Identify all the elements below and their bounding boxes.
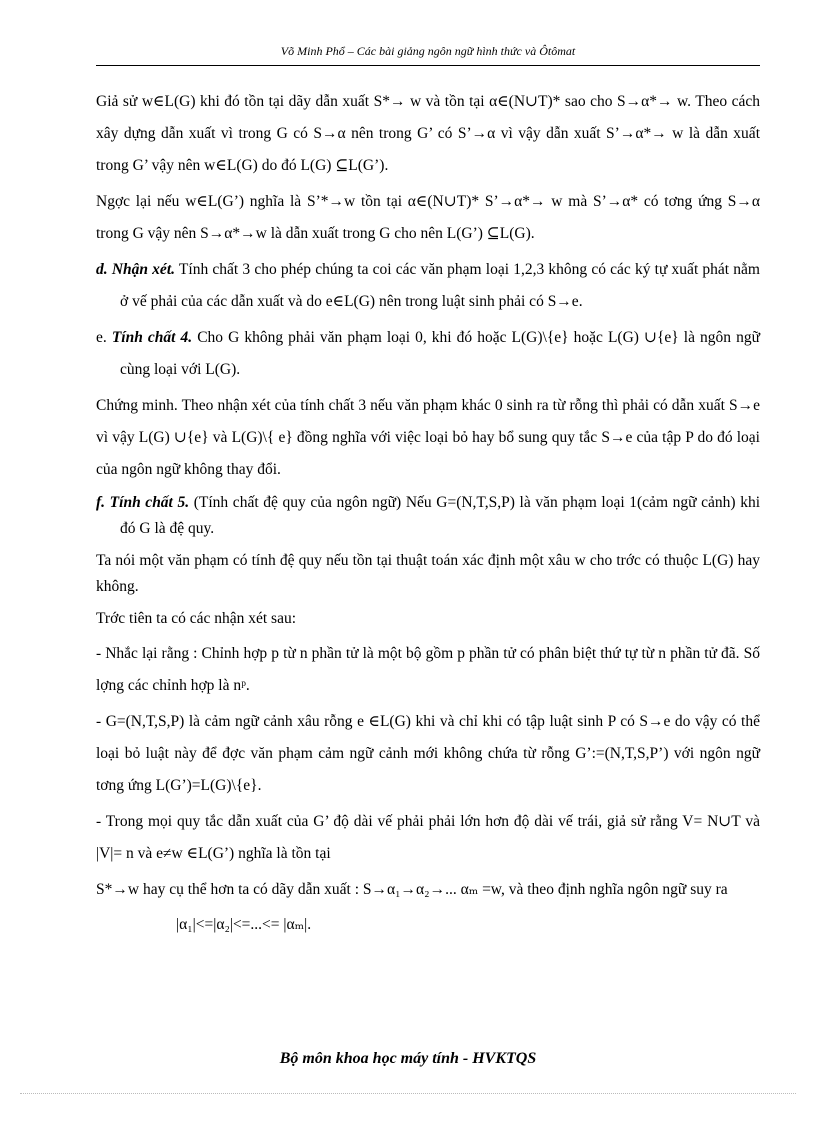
proof-property-4: Chứng minh. Theo nhận xét của tính chất 3 nếu văn phạm khác 0 sinh ra từ rỗng thì phải có dẫn xuất S→e vì vậy L(G) ∪{e} và L(G)\{ e} đồng nghĩa với việc loại bỏ hay bổ sung quy tắc S→e của tập P do đó loại của ngôn ngữ không thay đổi.	[96, 397, 760, 478]
item-f-title: Tính chất 5.	[109, 494, 190, 511]
length-inequality-formula: |α₁|<=|α₂|<=...<= |αₘ|.	[176, 916, 312, 933]
paragraph-proof-part2: Ngợc lại nếu w∈L(G’) nghĩa là S’*→w tồn tại α∈(N∪T)* S’→α*→ w mà S’→α* có tơng ứng S→α trong G vậy nên S→α*→w là dẫn xuất trong G cho nên L(G’) ⊆L(G).	[96, 193, 760, 242]
bullet-item: - Trong mọi quy tắc dẫn xuất của G’ độ dài vế phải phải lớn hơn độ dài vế trái, giả sử rằng V= N∪T và |V|= n và e≠w ∈L(G’) nghĩa là tồn tại	[96, 813, 760, 862]
item-f-marker: f.	[96, 494, 106, 511]
paragraph-first-remarks: Trớc tiên ta có các nhận xét sau:	[96, 610, 297, 627]
item-e-marker: e.	[96, 329, 107, 346]
item-f-text: (Tính chất đệ quy của ngôn ngữ) Nếu G=(N,T,S,P) là văn phạm loại 1(cảm ngữ cảnh) khi đó G là đệ quy.	[120, 494, 760, 537]
item-d-text: Tính chất 3 cho phép chúng ta coi các văn phạm loại 1,2,3 không có các ký tự xuất phát nằm ở vế phải của các dẫn xuất và do e∈L(G) nên trong luật sinh phải có S→e.	[120, 261, 760, 310]
paragraph-derivation-chain: S*→w hay cụ thể hơn ta có dãy dẫn xuất : S→α₁→α₂→... αₘ =w, và theo định nghĩa ngôn ngữ suy ra	[96, 881, 728, 898]
item-f	[96, 490, 760, 542]
item-e-title: Tính chất 4.	[111, 329, 193, 346]
item-e-text: Cho G không phải văn phạm loại 0, khi đó hoặc L(G)\{e} hoặc L(G) ∪{e} là ngôn ngữ cùng loại với L(G).	[120, 329, 760, 378]
item-d-title: Nhận xét.	[111, 261, 175, 278]
paragraph-recursive-definition: Ta nói một văn phạm có tính đệ quy nếu tồn tại thuật toán xác định một xâu w cho trớc có thuộc L(G) hay không.	[96, 552, 760, 595]
page-footer: Bộ môn khoa học máy tính - HVKTQS	[279, 1050, 537, 1067]
paragraph-proof-part1: Giả sử w∈L(G) khi đó tồn tại dãy dẫn xuất S*→ w và tồn tại α∈(N∪T)* sao cho S→α*→ w. Theo cách xây dựng dẫn xuất vì trong G có S→α nên trong G’ có S’→α vì vậy dẫn xuất S’→α*→ w là dẫn xuất trong G’ vậy nên w∈L(G) do đó L(G) ⊆L(G’).	[96, 93, 760, 174]
bullet-item: - G=(N,T,S,P) là cảm ngữ cảnh xâu rỗng e ∈L(G) khi và chỉ khi có tập luật sinh P có S→e do vậy có thể loại bỏ luật này để đợc văn phạm cảm ngữ cảnh mới không chứa từ rỗng G’:=(N,T,S,P’) với ngôn ngữ tơng ứng L(G’)=L(G)\{e}.	[96, 713, 760, 794]
bullet-item: - Nhắc lại rằng : Chỉnh hợp p từ n phần tử là một bộ gồm p phần tử có phân biệt thứ tự từ n phần tử đã. Số lợng các chỉnh hợp là nᵖ.	[96, 645, 760, 694]
item-e	[96, 322, 760, 386]
item-d	[96, 254, 760, 318]
page-body	[96, 86, 760, 940]
page-header: Võ Minh Phổ – Các bài giảng ngôn ngữ hình thức và Ôtômat	[96, 44, 760, 66]
item-d-marker: d.	[96, 261, 108, 278]
page-bottom-edge	[20, 1093, 796, 1094]
